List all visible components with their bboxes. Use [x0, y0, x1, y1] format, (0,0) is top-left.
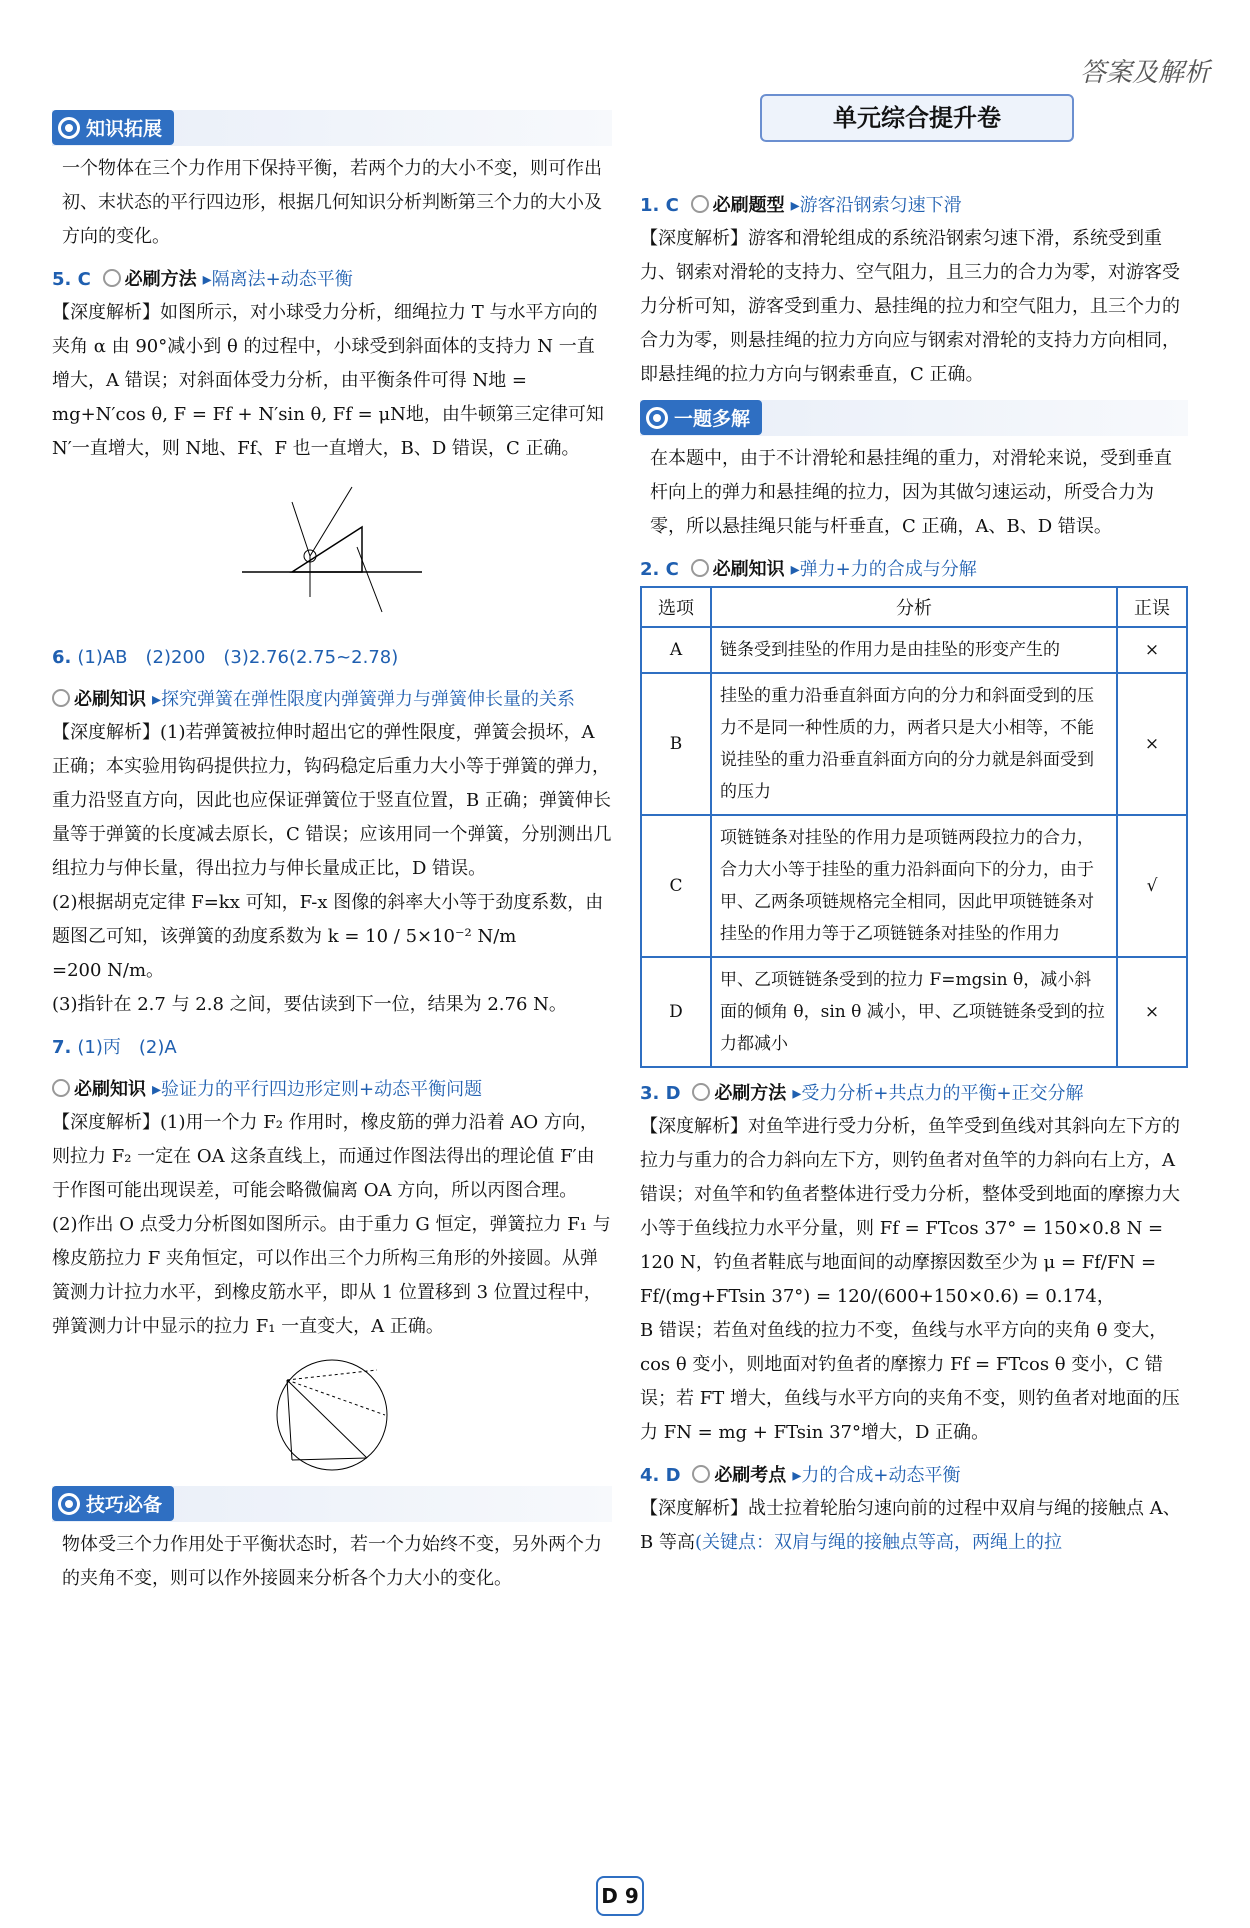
table-row: C 项链链条对挂坠的作用力是项链两段拉力的合力，合力大小等于挂坠的重力沿斜面向下的分力，由于甲、乙两条项链规格完全相同，因此甲项链链条对挂坠的作用力等于乙项链链条对挂坠的作用力 √ [641, 815, 1187, 957]
q6-analysis-2: (2)根据胡克定律 F=kx 可知，F-x 图像的斜率大小等于劲度系数，由题图乙可知，该弹簧的劲度系数为 k = 10 / 5×10⁻² N/m [52, 892, 604, 947]
technique-text: 物体受三个力作用处于平衡状态时，若一个力始终不变，另外两个力的夹角不变，则可以作外接圆来分析各个力大小的变化。 [62, 1534, 602, 1589]
q2-header: 2. C 必刷知识 ▸弹力+力的合成与分解 [640, 559, 977, 580]
q3-header: 3. D 必刷方法 ▸受力分析+共点力的平衡+正交分解 [640, 1083, 1084, 1104]
q5-header: 5. C 必刷方法 ▸隔离法+动态平衡 [52, 269, 353, 290]
left-column [52, 110, 612, 1596]
q7-analysis-2: (2)作出 O 点受力分析图如图所示。由于重力 G 恒定，弹簧拉力 F₁ 与橡皮筋拉力 F 夹角恒定，可以作出三个力所构三角形的外接圆。从弹簧测力计拉力水平，到橡皮筋水平，即从 1 位置移到 3 位置过程中，弹簧测力计中显示的拉力 F₁ 一直变大，A 正确。 [52, 1214, 611, 1337]
tag-bar-technique [52, 1486, 612, 1522]
q7-header: 7. (1)丙 (2)A [52, 1037, 177, 1058]
q5-force-diagram [232, 472, 432, 632]
table-header: 正误 [1117, 587, 1187, 627]
q1-header: 1. C 必刷题型 ▸游客沿钢索匀速下滑 [640, 195, 962, 216]
q5-analysis: 【深度解析】如图所示，对小球受力分析，细绳拉力 T 与水平方向的夹角 α 由 90°减小到 θ 的过程中，小球受到斜面体的支持力 N 一直增大，A 错误；对斜面体受力分析，由平衡条件可得 N地 = mg+N′cos θ, F = Ff + N′sin θ, Ff = μN地，由牛顿第三定律可知 N′一直增大，则 N地、Ff、F 也一直增大，B、D 错误，C 正确。 [52, 302, 604, 459]
table-header: 分析 [711, 587, 1117, 627]
q4-analysis: 【深度解析】战士拉着轮胎匀速向前的过程中双肩与绳的接触点 A、B 等高(关键点：双肩与绳的接触点等高，两绳上的拉 [640, 1498, 1181, 1553]
q6-header: 6. (1)AB (2)200 (3)2.76(2.75~2.78) [52, 647, 399, 668]
table-row: A 链条受到挂坠的作用力是由挂坠的形变产生的 × [641, 627, 1187, 673]
q6-analysis-1: 【深度解析】(1)若弹簧被拉伸时超出它的弹性限度，弹簧会损坏，A 正确；本实验用钩码提供拉力，钩码稳定后重力大小等于弹簧的弹力，重力沿竖直方向，因此也应保证弹簧位于竖直位置，B 正确；弹簧伸长量等于弹簧的长度减去原长，C 错误；应该用同一个弹簧，分别测出几组拉力与伸长量，得出拉力与伸长量成正比，D 错误。 [52, 722, 612, 879]
page-number: D 9 [596, 1876, 644, 1916]
tag-technique: 技巧必备 [52, 1486, 174, 1521]
q7-analysis-1: 【深度解析】(1)用一个力 F₂ 作用时，橡皮筋的弹力沿着 AO 方向，则拉力 F₂ 一定在 OA 这条直线上，而通过作图法得出的理论值 F′由于作图可能出现误差，可能会略微偏离 OA 方向，所以丙图合理。 [52, 1112, 598, 1201]
multi-solution-text: 在本题中，由于不计滑轮和悬挂绳的重力，对滑轮来说，受到垂直杆向上的弹力和悬挂绳的拉力，因为其做匀速运动，所受合力为零，所以悬挂绳只能与杆垂直，C 正确，A、B、D 错误。 [650, 448, 1172, 537]
key-point-note: (关键点：双肩与绳的接触点等高，两绳上的拉 [694, 1532, 1062, 1553]
table-row: B 挂坠的重力沿垂直斜面方向的分力和斜面受到的压力不是同一种性质的力，两者只是大小相等，不能说挂坠的重力沿垂直斜面方向的分力就是斜面受到的压力 × [641, 673, 1187, 815]
table-row: D 甲、乙项链链条受到的拉力 F=mgsin θ，减小斜面的倾角 θ，sin θ 减小，甲、乙项链链条受到的拉力都减小 × [641, 957, 1187, 1067]
q6-analysis-4: (3)指针在 2.7 与 2.8 之间，要估读到下一位，结果为 2.76 N。 [52, 994, 567, 1015]
q3-analysis-1: 【深度解析】对鱼竿进行受力分析，鱼竿受到鱼线对其斜向左下方的拉力与重力的合力斜向左下方，则钓鱼者对鱼竿的力斜向右上方，A 错误；对鱼竿和钓鱼者整体进行受力分析，整体受到地面的摩擦力大小等于鱼线拉力水平分量，则 Ff = FTcos 37° = 150×0.8 N = 120 N，钓鱼者鞋底与地面间的动摩擦因数至少为 μ = Ff/FN = Ff/(mg+FTsin 37°) = 120/(600+150×0.6) = 0.174， [640, 1116, 1180, 1307]
target-icon [646, 407, 668, 429]
q7-type: 必刷知识 ▸验证力的平行四边形定则+动态平衡问题 [52, 1074, 612, 1106]
tag-knowledge-extension: 知识拓展 [52, 110, 174, 145]
q6-analysis-3: =200 N/m。 [52, 960, 165, 981]
target-icon [58, 1493, 80, 1515]
arrow-icon: ▸ [152, 689, 162, 710]
unit-title: 单元综合提升卷 [760, 94, 1074, 142]
q1-analysis: 【深度解析】游客和滑轮组成的系统沿钢索匀速下滑，系统受到重力、钢索对滑轮的支持力、空气阻力，且三力的合力为零，对游客受力分析可知，游客受到重力、悬挂绳的拉力和空气阻力，且三个力的合力为零，则悬挂绳的拉力方向应与钢索对滑轮的支持力方向相同，即悬挂绳的拉力方向与钢索垂直，C 正确。 [640, 228, 1180, 385]
q4-header: 4. D 必刷考点 ▸力的合成+动态平衡 [640, 1465, 961, 1486]
arrow-icon: ▸ [790, 559, 800, 580]
arrow-icon: ▸ [202, 269, 212, 290]
q3-analysis-2: B 错误；若鱼对鱼线的拉力不变，鱼线与水平方向的夹角 θ 变大，cos θ 变小，则地面对钓鱼者的摩擦力 Ff = FTcos θ 变小，C 错误；若 FT 增大，鱼线与水平方向的夹角不变，则钓鱼者对地面的压力 FN = mg + FTsin 37°增大，D 正确。 [640, 1320, 1180, 1443]
knowledge-extension-text: 一个物体在三个力作用下保持平衡，若两个力的大小不变，则可作出初、末状态的平行四边形，根据几何知识分析判断第三个力的大小及方向的变化。 [62, 158, 602, 247]
tag-bar-knowledge [52, 110, 612, 146]
tag-multi-solution: 一题多解 [640, 400, 762, 435]
section-header: 答案及解析 [1079, 58, 1210, 88]
arrow-icon: ▸ [790, 195, 800, 216]
table-header: 选项 [641, 587, 711, 627]
tag-bar-multi [640, 400, 1188, 436]
target-icon [58, 117, 80, 139]
arrow-icon: ▸ [792, 1465, 802, 1486]
q2-table [640, 586, 1188, 1068]
arrow-icon: ▸ [792, 1083, 802, 1104]
arrow-icon: ▸ [152, 1079, 162, 1100]
q7-circle-diagram [257, 1350, 407, 1480]
q6-type: 必刷知识 ▸探究弹簧在弹性限度内弹簧弹力与弹簧伸长量的关系 [52, 684, 612, 716]
right-column [640, 180, 1188, 1560]
